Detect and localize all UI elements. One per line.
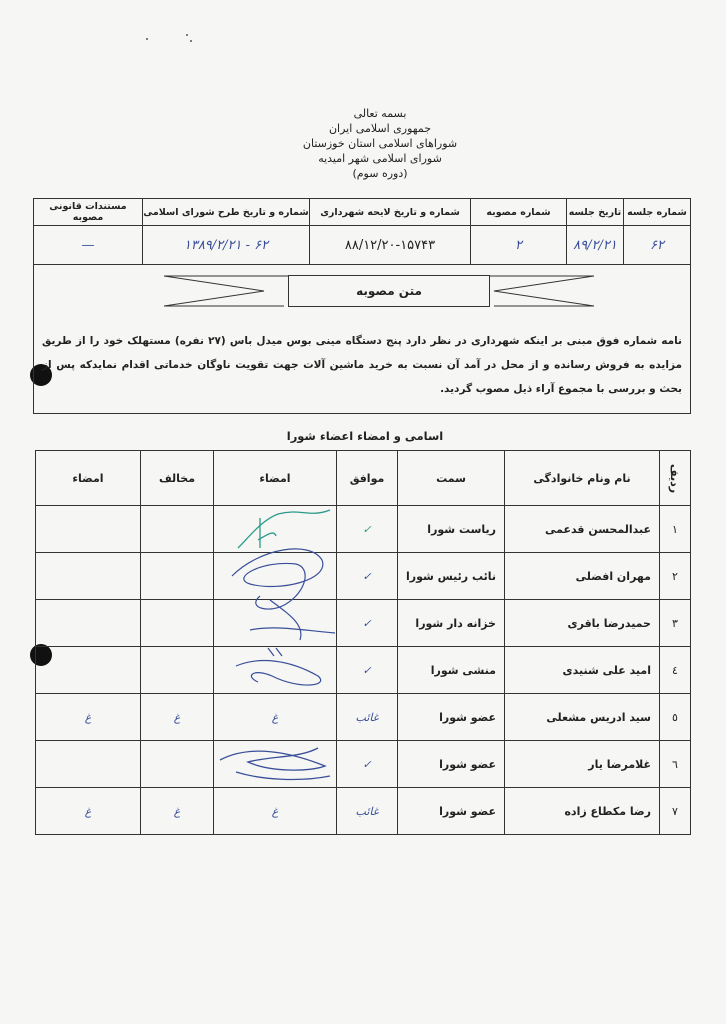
member-name: مهران افضلی [505,553,660,600]
resolution-body: نامه شماره فوق مبنی بر اینکه شهرداری در نظر دارد پنج دستگاه مینی بوس میدل باس (۲۷ نفره) مستهلک خود را از طریق مزایده به فروش رسانده و از محل در آمد آن نسبت به خرید ماشین آلات جهت تقویت ناوگان خدماتی اقدام نمایدکه پس از بحث و بررسی با مجموع آراء ذیل مصوب گردید. [42,335,682,395]
member-name: حمیدرضا باقری [505,600,660,647]
member-agree: غائب [337,788,398,835]
member-row-number: ٤ [660,647,691,694]
member-signature-2 [36,647,141,694]
header-line: (دوره سوم) [352,167,408,180]
header-legal-documents: مستندات قانونی مصوبه [34,199,143,226]
paper-speck [146,38,148,40]
member-agree: ✓ [337,741,398,788]
member-row [36,788,691,835]
member-signature [214,506,337,553]
member-disagree [141,741,214,788]
member-role: عضو شورا [398,788,505,835]
member-row [36,553,691,600]
member-role: ریاست شورا [398,506,505,553]
member-role: منشی شورا [398,647,505,694]
resolution-title: متن مصوبه [288,275,490,307]
member-disagree [141,647,214,694]
header-session-number: شماره جلسه [624,199,691,226]
member-row [36,694,691,741]
member-name: عبدالمحسن قدعمی [505,506,660,553]
member-signature [214,600,337,647]
col-sign2: امضاء [36,451,141,506]
session-number-value: ۶۲ [624,226,691,265]
member-row-number: ٥ [660,694,691,741]
col-disagree: مخالف [141,451,214,506]
member-signature-2 [36,741,141,788]
member-role: عضو شورا [398,694,505,741]
header-line: جمهوری اسلامی ایران [328,122,432,135]
member-signature-2 [36,506,141,553]
resolution-text-box [33,264,691,414]
header-council-plan: شماره و تاریخ طرح شورای اسلامی [143,199,310,226]
member-role: خزانه دار شورا [398,600,505,647]
member-disagree: غ [141,788,214,835]
council-plan-value: ۶۲ - ۱۳۸۹/۲/۲۱ [143,226,310,265]
member-disagree [141,600,214,647]
member-row [36,600,691,647]
header-line: شورای اسلامی شهر امیدیه [318,152,442,165]
members-table [35,450,691,835]
member-name: امید علی شنیدی [505,647,660,694]
paper-speck [186,34,188,36]
member-disagree [141,553,214,600]
col-agree: موافق [337,451,398,506]
member-signature [214,553,337,600]
document-header [200,106,560,181]
resolution-title-banner [164,275,594,307]
member-signature [214,647,337,694]
member-row-number: ٦ [660,741,691,788]
header-municipal-bill: شماره و تاریخ لایحه شهرداری [310,199,471,226]
member-agree: غائب [337,694,398,741]
member-agree: ✓ [337,553,398,600]
col-sign: امضاء [214,451,337,506]
legal-documents-value: — [34,226,143,265]
member-row [36,506,691,553]
member-disagree: غ [141,694,214,741]
member-rows [36,506,691,835]
member-row [36,647,691,694]
member-row-number: ۱ [660,506,691,553]
col-name: نام ونام خانوادگی [505,451,660,506]
col-row [660,451,691,506]
member-name: سید ادریس مشعلی [505,694,660,741]
col-row-label: ردیف [668,463,682,493]
member-signature: غ [214,788,337,835]
member-signature: غ [214,694,337,741]
member-role: نائب رئیس شورا [398,553,505,600]
member-signature-2 [36,600,141,647]
member-row-number: ۷ [660,788,691,835]
header-line: بسمه تعالی [353,107,407,120]
member-signature-2: غ [36,694,141,741]
paper-speck [190,40,192,42]
resolution-number-value: ۲ [471,226,567,265]
member-disagree [141,506,214,553]
header-resolution-number: شماره مصوبه [471,199,567,226]
member-row-number: ۳ [660,600,691,647]
member-signature-2: غ [36,788,141,835]
member-agree: ✓ [337,647,398,694]
member-name: رضا مكطاع زاده [505,788,660,835]
member-role: عضو شورا [398,741,505,788]
member-agree: ✓ [337,600,398,647]
member-row-number: ۲ [660,553,691,600]
member-name: غلامرضا یار [505,741,660,788]
member-row [36,741,691,788]
member-signature-2 [36,553,141,600]
header-line: شوراهای اسلامی استان خوزستان [302,137,458,150]
session-date-value: ۸۹/۲/۲۱ [567,226,624,265]
municipal-bill-value: ۸۸/۱۲/۲۰-۱۵۷۴۳ [310,226,471,265]
col-role: سمت [398,451,505,506]
members-title: اسامی و امضاء اعضاء شورا [286,429,444,443]
session-info-table [33,198,691,265]
member-agree: ✓ [337,506,398,553]
member-signature [214,741,337,788]
header-session-date: تاریخ جلسه [567,199,624,226]
